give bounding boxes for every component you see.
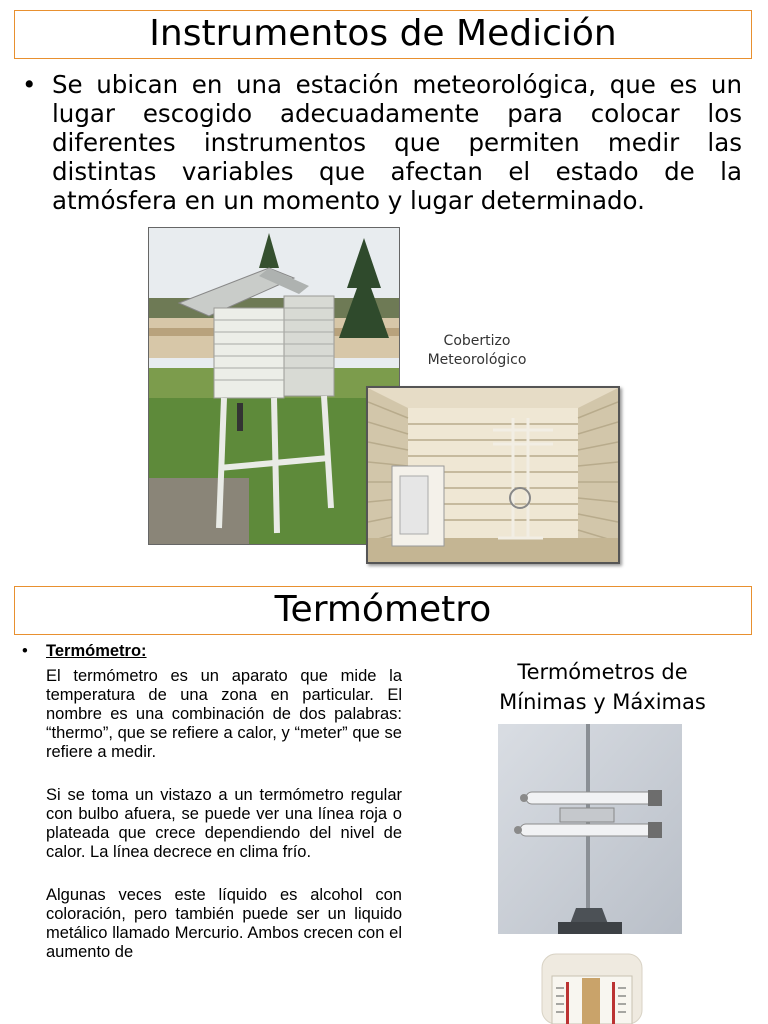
paragraph: Algunas veces este líquido es alcohol con coloración, pero también puede ser un liquido metálico llamado Mercurio. Ambos crecen con el aumento de (46, 886, 402, 961)
shelter-caption (412, 332, 542, 370)
termometro-text-column (22, 642, 402, 962)
termometro-heading: Termómetro: (46, 642, 147, 660)
section-title-instrumentos: Instrumentos de Medición (14, 10, 752, 59)
bullet-dot: • (22, 70, 37, 99)
shelter-caption-line2: Meteorológico (427, 352, 527, 368)
thermometers-caption (490, 657, 715, 717)
shelter-interior-photo (366, 386, 620, 564)
shelter-caption-line1: Cobertizo (443, 333, 511, 349)
intro-text: Se ubican en una estación meteorológica, que es un lugar escogido adecuadamente para colocar los diferentes instrumentos que permiten medir las distintas variables que afectan el estado de la atmósfera en un momento y lugar determinado. (52, 70, 742, 215)
weather-shelter-photo (148, 227, 400, 545)
intro-bullet (22, 70, 742, 215)
thermometers-caption-line2: Mínimas y Máximas (499, 690, 706, 714)
paragraph: El termómetro es un aparato que mide la temperatura de una zona en particular. El nombre es una combinación de dos palabras: “thermo”, que se refiere a calor, y “meter” que se refiere a medir. (46, 667, 402, 761)
thermometer-photo (536, 948, 648, 1024)
bullet-dot: • (22, 642, 28, 660)
min-max-thermometers-photo (498, 724, 682, 934)
section-title-termometro: Termómetro (14, 586, 752, 635)
paragraph: Si se toma un vistazo a un termómetro regular con bulbo afuera, se puede ver una línea roja o plateada que crece dependiendo del nivel de calor. La línea decrece en clima frío. (46, 786, 402, 861)
thermometers-caption-line1: Termómetros de (517, 660, 688, 684)
